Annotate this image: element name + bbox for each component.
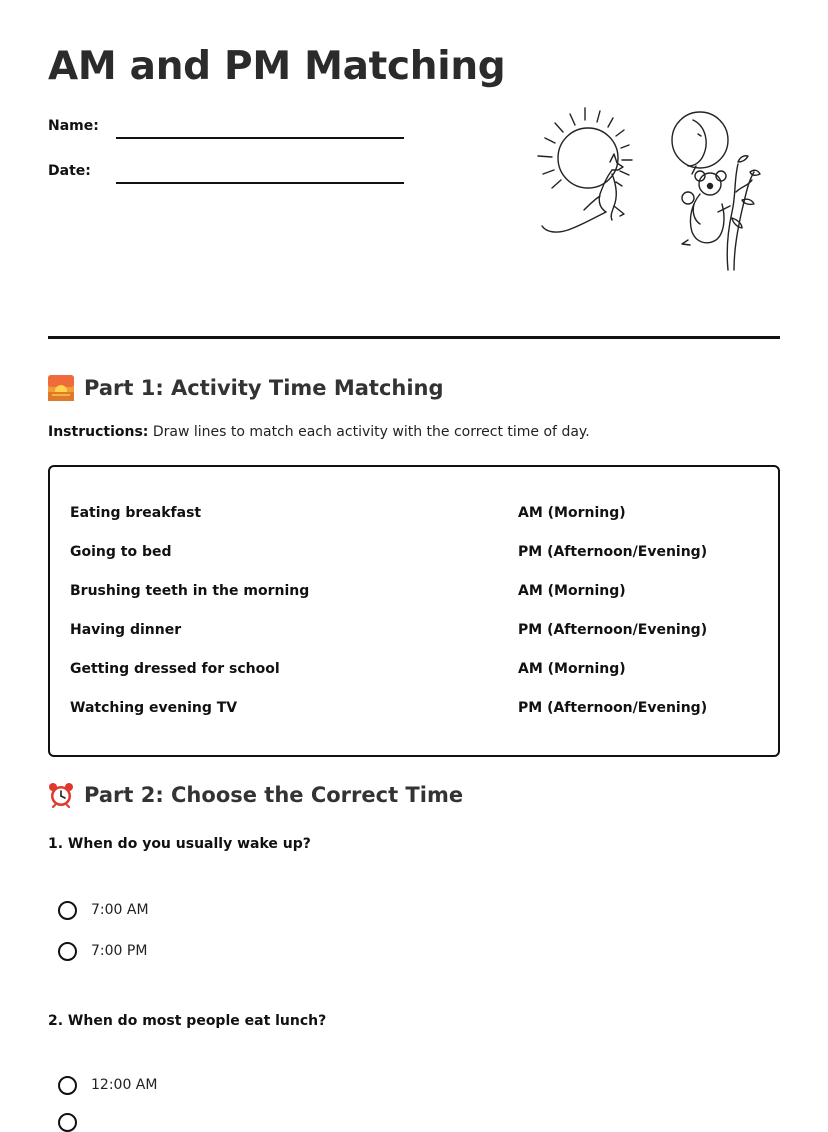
activity-item[interactable]: Going to bed [70, 544, 172, 560]
matching-box [48, 465, 780, 757]
part1-instructions [48, 424, 590, 440]
option-label: 7:00 PM [91, 943, 148, 959]
radio-button[interactable] [58, 1113, 77, 1132]
time-item[interactable]: PM (Afternoon/Evening) [518, 622, 708, 638]
part1-title [48, 375, 444, 401]
activity-item[interactable]: Brushing teeth in the morning [70, 583, 310, 599]
time-item[interactable]: PM (Afternoon/Evening) [518, 700, 708, 716]
match-row [50, 544, 778, 564]
time-item[interactable]: PM (Afternoon/Evening) [518, 544, 708, 560]
sun-moon-animals-illustration [528, 100, 768, 275]
kangaroo-icon [542, 154, 624, 232]
date-label: Date: [48, 163, 91, 179]
sun-rays-icon [538, 108, 632, 188]
question-1-option-1[interactable] [58, 898, 149, 922]
question-1-option-2[interactable] [58, 939, 147, 963]
radio-button[interactable] [58, 1076, 77, 1095]
activity-item[interactable]: Eating breakfast [70, 505, 202, 521]
radio-button[interactable] [58, 901, 77, 920]
alarm-clock-icon [48, 782, 74, 808]
match-row [50, 622, 778, 642]
option-label: 12:00 AM [91, 1077, 158, 1093]
option-label: 7:00 AM [91, 902, 149, 918]
match-row [50, 505, 778, 525]
name-label: Name: [48, 118, 99, 134]
name-line[interactable] [116, 137, 404, 139]
activity-item[interactable]: Watching evening TV [70, 700, 238, 716]
worksheet-title: AM and PM Matching [48, 44, 506, 89]
question-2: 2. When do most people eat lunch? [48, 1013, 327, 1029]
question-1: 1. When do you usually wake up? [48, 836, 311, 852]
instructions-label: Instructions: [48, 424, 149, 440]
moon-icon [672, 112, 728, 174]
time-item[interactable]: AM (Morning) [518, 661, 626, 677]
date-line[interactable] [116, 182, 404, 184]
time-item[interactable]: AM (Morning) [518, 505, 626, 521]
match-row [50, 661, 778, 681]
part2-title [48, 782, 463, 808]
match-row [50, 583, 778, 603]
part2-title-text: Part 2: Choose the Correct Time [84, 783, 464, 807]
koala-tree-icon [682, 156, 760, 270]
sun-icon [558, 128, 618, 188]
instructions-text: Draw lines to match each activity with the correct time of day. [148, 424, 590, 440]
radio-button[interactable] [58, 942, 77, 961]
part1-title-text: Part 1: Activity Time Matching [84, 376, 444, 400]
section-divider [48, 336, 780, 339]
match-row [50, 700, 778, 720]
activity-item[interactable]: Getting dressed for school [70, 661, 280, 677]
sunrise-icon [48, 375, 74, 401]
activity-item[interactable]: Having dinner [70, 622, 182, 638]
question-2-option-1[interactable] [58, 1073, 157, 1097]
time-item[interactable]: AM (Morning) [518, 583, 626, 599]
